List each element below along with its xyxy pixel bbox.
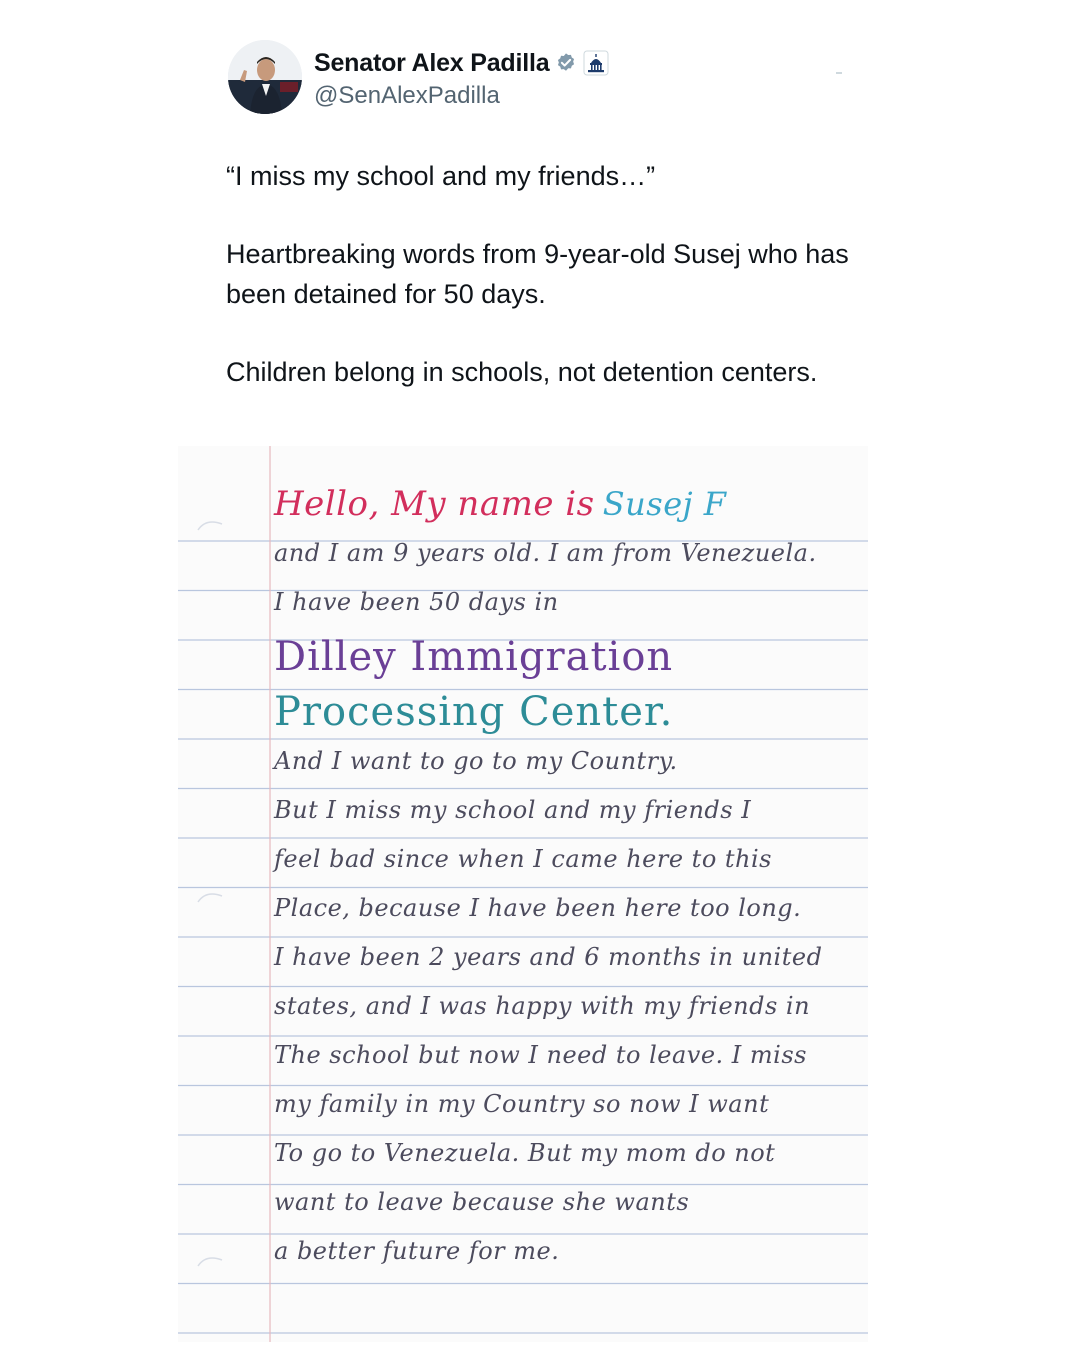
letter-line: states, and I was happy with my friends in [274, 992, 811, 1020]
binder-hole [198, 894, 222, 902]
letter-line: my family in my Country so now I want [274, 1090, 770, 1118]
avatar[interactable] [228, 40, 302, 114]
verified-badge-icon [555, 52, 577, 74]
letter-line: Place, because I have been here too long. [274, 894, 802, 922]
letter-line: And I want to go to my Country. [274, 747, 678, 775]
letter-line: a better future for me. [274, 1237, 560, 1265]
binder-hole [198, 522, 222, 530]
letter-line: want to leave because she wants [274, 1188, 690, 1216]
letter-line: I have been 2 years and 6 months in united [274, 943, 823, 971]
letter-line: To go to Venezuela. But my mom do not [274, 1139, 776, 1167]
tweet-header [228, 40, 868, 120]
letter-greeting: Hello, My name is [274, 484, 595, 524]
handwritten-letter [274, 480, 864, 1276]
handle[interactable]: @SenAlexPadilla [314, 82, 500, 109]
letter-signature-name: Susej F [602, 485, 727, 523]
more-indicator [836, 72, 842, 74]
capitol-badge-icon [583, 50, 609, 76]
binder-hole [198, 1258, 222, 1266]
letter-line: The school but now I need to leave. I miss [274, 1041, 807, 1069]
letter-line: and I am 9 years old. I am from Venezuela. [274, 539, 817, 567]
letter-line-processing: Processing Center. [274, 689, 674, 735]
tweet-body [226, 156, 866, 430]
letter-image[interactable] [178, 446, 868, 1342]
letter-line [274, 480, 864, 529]
tweet-paragraph: Children belong in schools, not detention centers. [226, 357, 818, 387]
display-name[interactable]: Senator Alex Padilla [314, 48, 550, 77]
avatar-photo [228, 40, 302, 114]
letter-line: feel bad since when I came here to this [274, 845, 772, 873]
letter-line-dilley: Dilley Immigration [274, 634, 674, 680]
tweet-paragraph: “I miss my school and my friends…” [226, 161, 656, 191]
letter-line: But I miss my school and my friends I [274, 796, 752, 824]
letter-line: I have been 50 days in [274, 588, 559, 616]
tweet-paragraph: Heartbreaking words from 9-year-old Susej who has been detained for 50 days. [226, 239, 849, 309]
